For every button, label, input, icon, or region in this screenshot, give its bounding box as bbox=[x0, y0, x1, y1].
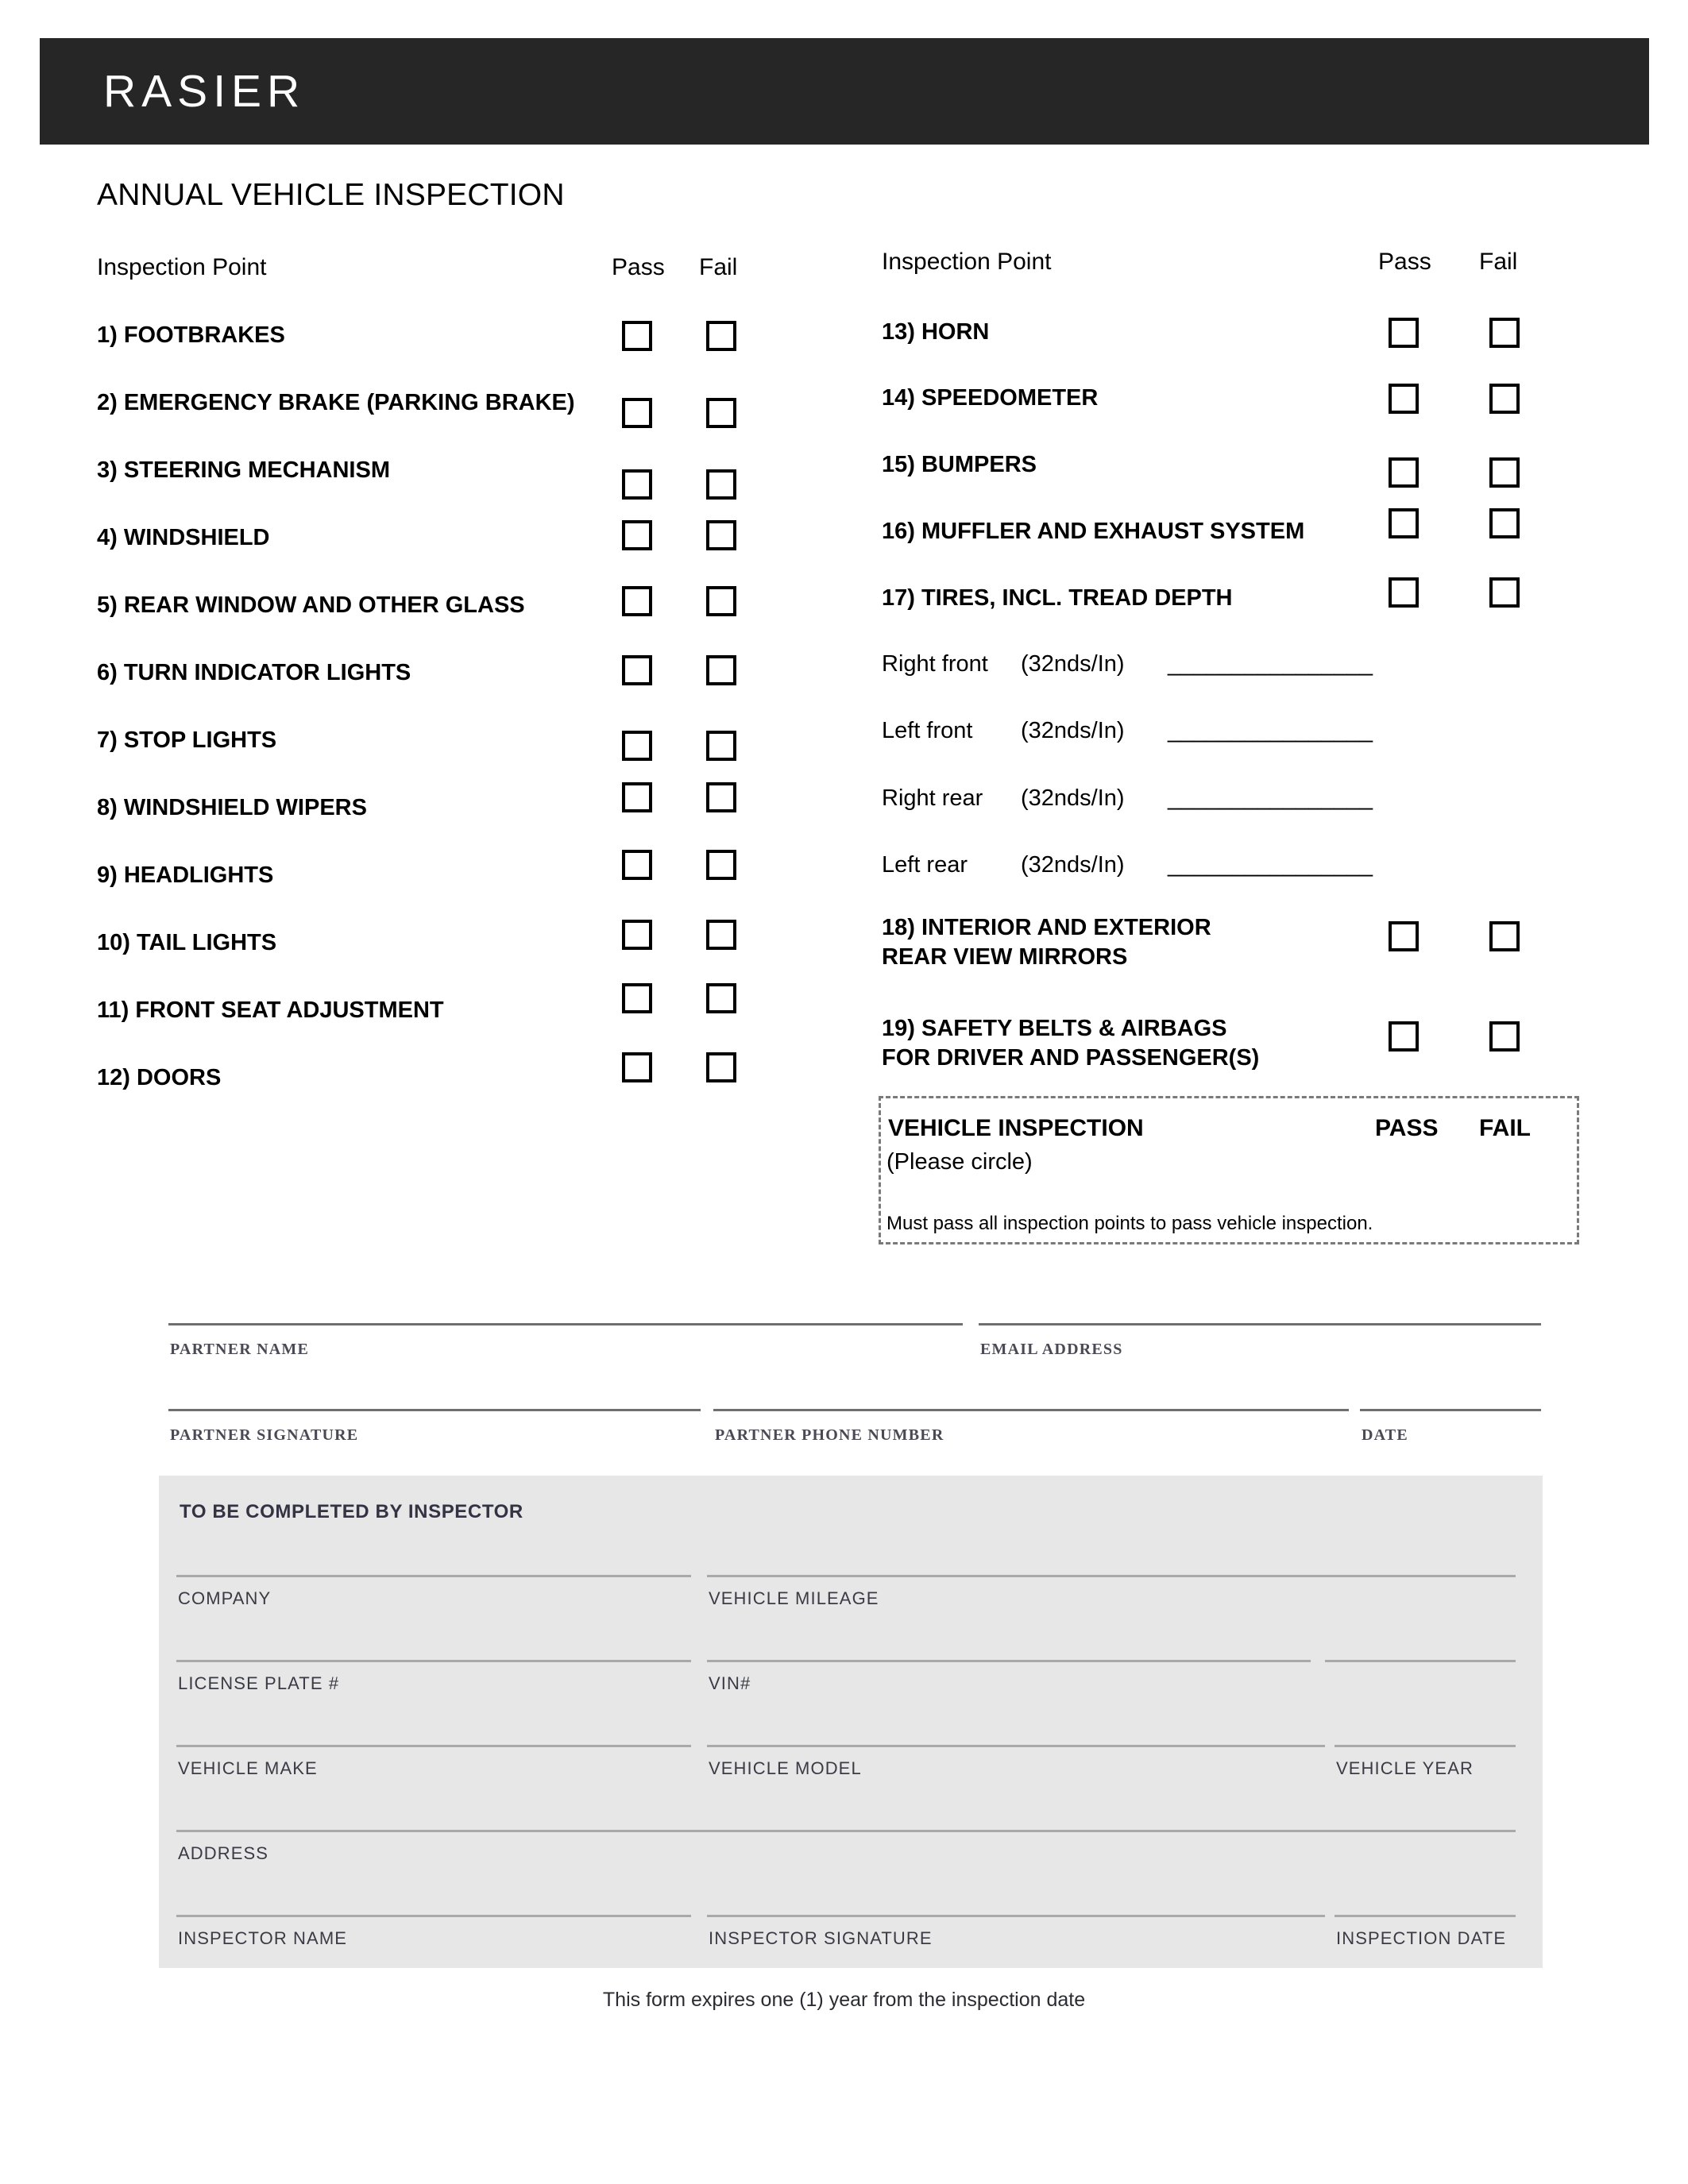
tread-depth-unit-left-front: (32nds/In) bbox=[1021, 718, 1125, 743]
inspector-signature-caption: INSPECTOR SIGNATURE bbox=[709, 1928, 933, 1948]
inspection-item-label-6: 6) TURN INDICATOR LIGHTS bbox=[97, 660, 411, 685]
checkbox-pass-12[interactable] bbox=[622, 1052, 652, 1082]
partner-signature-caption: PARTNER SIGNATURE bbox=[170, 1426, 359, 1444]
inspection-item-label-8: 8) WINDSHIELD WIPERS bbox=[97, 795, 367, 820]
partner-date-caption: DATE bbox=[1362, 1426, 1408, 1444]
inspector-name-rule bbox=[176, 1915, 691, 1917]
inspection-item-label-9: 9) HEADLIGHTS bbox=[97, 862, 274, 888]
inspector-section-panel bbox=[159, 1476, 1543, 1968]
inspection-item-label-19-line1: 19) SAFETY BELTS & AIRBAGS bbox=[882, 1016, 1227, 1041]
checkbox-fail-11[interactable] bbox=[706, 983, 736, 1013]
vehicle-model-caption: VEHICLE MODEL bbox=[709, 1758, 862, 1778]
tread-depth-input-right-front[interactable]: ________________ bbox=[1168, 651, 1373, 677]
checkbox-fail-14[interactable] bbox=[1489, 384, 1520, 414]
vehicle-inspection-result-title: VEHICLE INSPECTION bbox=[888, 1115, 1144, 1141]
vehicle-make-rule bbox=[176, 1745, 691, 1747]
checkbox-pass-9[interactable] bbox=[622, 850, 652, 880]
vin-rule bbox=[707, 1660, 1311, 1662]
checkbox-pass-11[interactable] bbox=[622, 983, 652, 1013]
tread-depth-unit-right-front: (32nds/In) bbox=[1021, 651, 1125, 677]
checkbox-pass-8[interactable] bbox=[622, 782, 652, 812]
vehicle-year-rule bbox=[1335, 1745, 1516, 1747]
brand-header-bar bbox=[40, 38, 1649, 145]
inspection-item-label-3: 3) STEERING MECHANISM bbox=[97, 457, 390, 483]
inspection-item-label-16: 16) MUFFLER AND EXHAUST SYSTEM bbox=[882, 519, 1305, 544]
tread-depth-row-right-rear bbox=[882, 785, 1373, 812]
checkbox-fail-15[interactable] bbox=[1489, 457, 1520, 488]
checkbox-fail-4[interactable] bbox=[706, 520, 736, 550]
license-plate-caption: LICENSE PLATE # bbox=[178, 1673, 340, 1693]
checkbox-fail-2[interactable] bbox=[706, 398, 736, 428]
partner-phone-rule bbox=[713, 1409, 1349, 1411]
address-caption: ADDRESS bbox=[178, 1843, 269, 1863]
vin-caption: VIN# bbox=[709, 1673, 751, 1693]
checkbox-fail-3[interactable] bbox=[706, 469, 736, 500]
checkbox-pass-13[interactable] bbox=[1389, 318, 1419, 348]
checkbox-pass-5[interactable] bbox=[622, 586, 652, 616]
checkbox-fail-19[interactable] bbox=[1489, 1021, 1520, 1051]
checkbox-pass-2[interactable] bbox=[622, 398, 652, 428]
checkbox-fail-10[interactable] bbox=[706, 920, 736, 950]
tread-depth-input-left-rear[interactable]: ________________ bbox=[1168, 852, 1373, 878]
tread-depth-input-left-front[interactable]: ________________ bbox=[1168, 718, 1373, 743]
checkbox-fail-8[interactable] bbox=[706, 782, 736, 812]
checkbox-fail-1[interactable] bbox=[706, 321, 736, 351]
tread-depth-row-right-front bbox=[882, 651, 1373, 677]
checkbox-fail-6[interactable] bbox=[706, 655, 736, 685]
checkbox-pass-16[interactable] bbox=[1389, 508, 1419, 538]
email-address-rule bbox=[979, 1323, 1541, 1325]
inspection-item-label-18-line2: REAR VIEW MIRRORS bbox=[882, 944, 1128, 970]
checkbox-pass-19[interactable] bbox=[1389, 1021, 1419, 1051]
checkbox-pass-10[interactable] bbox=[622, 920, 652, 950]
vehicle-make-caption: VEHICLE MAKE bbox=[178, 1758, 318, 1778]
license-plate-extra-rule bbox=[1325, 1660, 1516, 1662]
inspection-item-label-17: 17) TIRES, INCL. TREAD DEPTH bbox=[882, 585, 1233, 611]
vehicle-model-rule bbox=[707, 1745, 1325, 1747]
tread-depth-input-right-rear[interactable]: ________________ bbox=[1168, 785, 1373, 811]
checkbox-fail-9[interactable] bbox=[706, 850, 736, 880]
inspection-item-label-5: 5) REAR WINDOW AND OTHER GLASS bbox=[97, 592, 525, 618]
vehicle-year-caption: VEHICLE YEAR bbox=[1336, 1758, 1474, 1778]
checkbox-pass-17[interactable] bbox=[1389, 577, 1419, 608]
vehicle-inspection-result-note: Must pass all inspection points to pass vehicle inspection. bbox=[886, 1213, 1373, 1234]
checkbox-pass-6[interactable] bbox=[622, 655, 652, 685]
inspection-item-label-12: 12) DOORS bbox=[97, 1065, 222, 1090]
checkbox-fail-5[interactable] bbox=[706, 586, 736, 616]
left-column-header-pass: Pass bbox=[612, 254, 665, 280]
inspection-item-label-19 bbox=[882, 1014, 1259, 1073]
inspection-item-label-14: 14) SPEEDOMETER bbox=[882, 385, 1099, 411]
right-column-header-inspection-point: Inspection Point bbox=[882, 249, 1052, 275]
tread-depth-position-left-front: Left front bbox=[882, 718, 973, 743]
inspection-item-label-15: 15) BUMPERS bbox=[882, 452, 1037, 477]
checkbox-fail-17[interactable] bbox=[1489, 577, 1520, 608]
tread-depth-position-left-rear: Left rear bbox=[882, 852, 968, 878]
partner-signature-rule bbox=[168, 1409, 701, 1411]
tread-depth-unit-left-rear: (32nds/In) bbox=[1021, 852, 1125, 878]
vehicle-inspection-result-pass-option[interactable]: PASS bbox=[1375, 1115, 1439, 1141]
tread-depth-unit-right-rear: (32nds/In) bbox=[1021, 785, 1125, 811]
checkbox-pass-14[interactable] bbox=[1389, 384, 1419, 414]
partner-name-caption: PARTNER NAME bbox=[170, 1341, 309, 1358]
page-title: ANNUAL VEHICLE INSPECTION bbox=[97, 178, 565, 212]
right-column-header-fail: Fail bbox=[1479, 249, 1518, 275]
inspection-item-label-7: 7) STOP LIGHTS bbox=[97, 727, 277, 753]
inspection-date-rule bbox=[1335, 1915, 1516, 1917]
inspection-item-label-2: 2) EMERGENCY BRAKE (PARKING BRAKE) bbox=[97, 390, 575, 415]
inspection-item-label-10: 10) TAIL LIGHTS bbox=[97, 930, 277, 955]
inspection-item-label-11: 11) FRONT SEAT ADJUSTMENT bbox=[97, 997, 444, 1023]
vehicle-mileage-caption: VEHICLE MILEAGE bbox=[709, 1588, 879, 1608]
tread-depth-row-left-front bbox=[882, 718, 1373, 744]
checkbox-pass-1[interactable] bbox=[622, 321, 652, 351]
tread-depth-row-left-rear bbox=[882, 852, 1373, 878]
checkbox-fail-7[interactable] bbox=[706, 731, 736, 761]
partner-phone-caption: PARTNER PHONE NUMBER bbox=[715, 1426, 944, 1444]
form-expiry-note: This form expires one (1) year from the inspection date bbox=[602, 1989, 1086, 2011]
partner-date-rule bbox=[1360, 1409, 1541, 1411]
inspector-signature-rule bbox=[707, 1915, 1325, 1917]
partner-name-rule bbox=[168, 1323, 963, 1325]
license-plate-rule bbox=[176, 1660, 691, 1662]
inspection-item-label-18 bbox=[882, 913, 1211, 972]
address-rule bbox=[176, 1830, 1516, 1832]
right-column-header-pass: Pass bbox=[1378, 249, 1431, 275]
inspection-item-label-18-line1: 18) INTERIOR AND EXTERIOR bbox=[882, 915, 1211, 940]
email-address-caption: EMAIL ADDRESS bbox=[980, 1341, 1123, 1358]
inspection-item-label-19-line2: FOR DRIVER AND PASSENGER(S) bbox=[882, 1045, 1260, 1071]
inspector-section-title: TO BE COMPLETED BY INSPECTOR bbox=[180, 1501, 523, 1522]
brand-logo-text: RASIER bbox=[103, 66, 306, 117]
checkbox-fail-18[interactable] bbox=[1489, 921, 1520, 951]
checkbox-fail-16[interactable] bbox=[1489, 508, 1520, 538]
left-column-header-inspection-point: Inspection Point bbox=[97, 254, 267, 280]
inspection-date-caption: INSPECTION DATE bbox=[1336, 1928, 1507, 1948]
checkbox-pass-3[interactable] bbox=[622, 469, 652, 500]
left-column-header-fail: Fail bbox=[699, 254, 738, 280]
checkbox-pass-15[interactable] bbox=[1389, 457, 1419, 488]
checkbox-pass-7[interactable] bbox=[622, 731, 652, 761]
vehicle-inspection-result-subtitle: (Please circle) bbox=[886, 1149, 1033, 1175]
checkbox-pass-4[interactable] bbox=[622, 520, 652, 550]
checkbox-fail-13[interactable] bbox=[1489, 318, 1520, 348]
checkbox-pass-18[interactable] bbox=[1389, 921, 1419, 951]
tread-depth-position-right-rear: Right rear bbox=[882, 785, 983, 811]
checkbox-fail-12[interactable] bbox=[706, 1052, 736, 1082]
vehicle-mileage-rule bbox=[707, 1575, 1516, 1577]
company-caption: COMPANY bbox=[178, 1588, 272, 1608]
tread-depth-position-right-front: Right front bbox=[882, 651, 988, 677]
inspector-name-caption: INSPECTOR NAME bbox=[178, 1928, 348, 1948]
inspection-item-label-4: 4) WINDSHIELD bbox=[97, 525, 270, 550]
inspection-item-label-1: 1) FOOTBRAKES bbox=[97, 322, 285, 348]
vehicle-inspection-result-fail-option[interactable]: FAIL bbox=[1479, 1115, 1531, 1141]
company-rule bbox=[176, 1575, 691, 1577]
inspection-item-label-13: 13) HORN bbox=[882, 319, 990, 345]
